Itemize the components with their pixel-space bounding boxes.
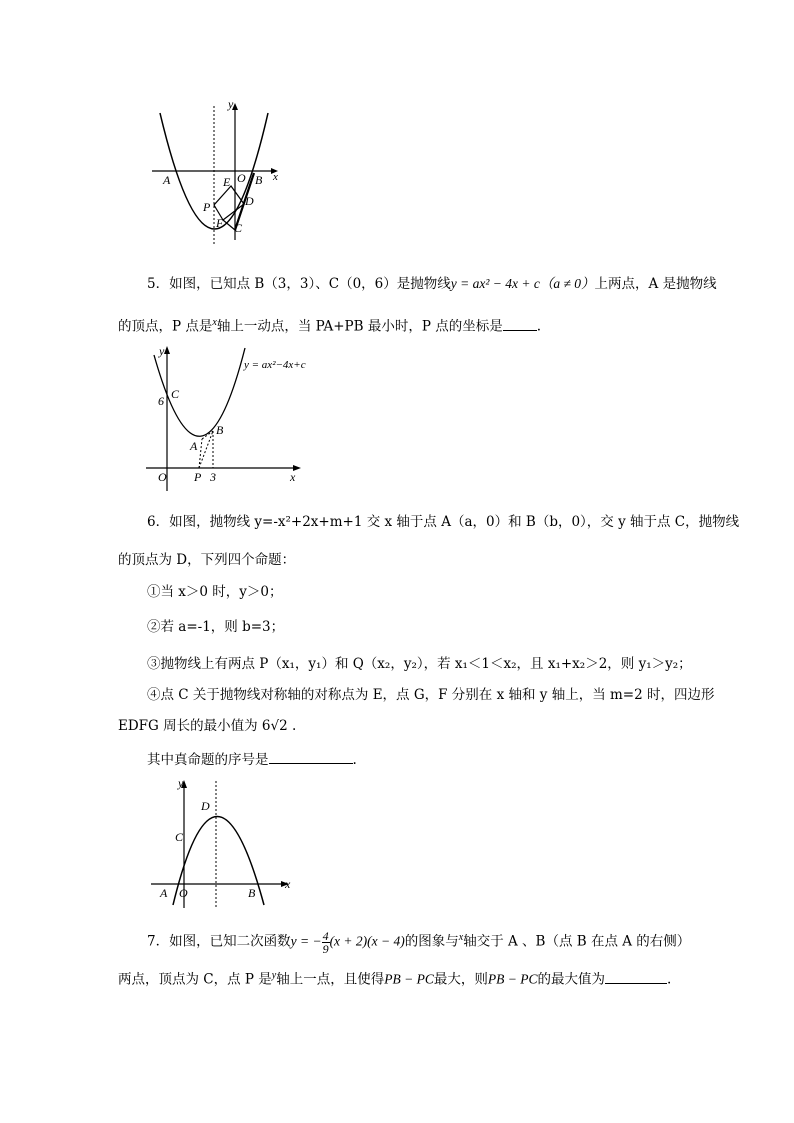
q5-condition: （a ≠ 0） <box>539 276 595 291</box>
label-C: C <box>234 221 243 235</box>
label-x: x <box>273 171 278 183</box>
label-D: D <box>245 194 254 208</box>
q7-answer-blank[interactable] <box>605 969 667 984</box>
label-C: C <box>171 387 180 401</box>
q7-text-e: 轴上一点，且使得 <box>276 971 385 988</box>
figure-1-parabola <box>145 98 285 250</box>
q5-number: 5． <box>147 276 170 292</box>
q5-equation: y = ax² − 4x + c <box>450 276 540 291</box>
parabola-curve <box>154 348 245 436</box>
label-O: O <box>179 886 188 900</box>
q5-answer-blank[interactable] <box>503 316 537 331</box>
label-y: y <box>228 98 234 111</box>
label-B: B <box>255 173 263 187</box>
q7-fraction-num: 4 <box>322 928 329 943</box>
label-y: y <box>178 776 184 790</box>
q7-fraction <box>322 930 330 955</box>
q7-line-2 <box>118 966 671 990</box>
q7-text-b: 的图象与 <box>404 933 459 950</box>
q7-y-eq: y = − <box>290 933 322 949</box>
q7-line-1 <box>147 928 690 955</box>
label-B: B <box>248 886 256 900</box>
label-eq: y = ax²−4x+c <box>244 359 306 371</box>
q6-prop-4-a <box>147 685 714 705</box>
q7-fraction-den: 9 <box>322 941 329 956</box>
q6-prop-1-text: ①当 x＞0 时，y＞0； <box>147 584 283 600</box>
q6-prop-4-b <box>118 716 296 736</box>
q7-x-axis: x <box>458 932 464 943</box>
label-x: x <box>285 877 291 891</box>
q6-question-end: . <box>352 752 357 768</box>
q5-line-2 <box>118 313 541 337</box>
q7-pb-pc-2: PB − PC <box>487 971 538 987</box>
label-3: 3 <box>210 470 216 484</box>
label-B: B <box>216 423 224 437</box>
q7-y-axis: y <box>271 970 277 981</box>
q7-end: . <box>666 971 672 988</box>
q7-text-g: 的最大值为 <box>537 971 605 988</box>
q7-text-c: 轴交于 A 、B（点 B 在点 A 的右侧） <box>463 933 691 950</box>
q6-prop-2-text: ②若 a=-1，则 b=3； <box>147 619 285 635</box>
q7-text-d: 两点，顶点为 C，点 P 是 <box>118 971 272 988</box>
q5-text-b: 上两点，A 是抛物线 <box>594 276 717 292</box>
label-y: y <box>159 344 165 358</box>
label-x: x <box>290 470 296 484</box>
label-A: A <box>190 439 198 453</box>
label-P: P <box>203 200 211 214</box>
q6-text-1: 如图，抛物线 y=-x²+2x+m+1 交 x 轴于点 A（a，0）和 B（b，0），交 y 轴于点 C，抛物线 <box>169 514 740 530</box>
label-P: P <box>194 470 202 484</box>
q6-number: 6． <box>147 514 170 530</box>
label-O: O <box>158 470 167 484</box>
q5-end: . <box>536 318 541 335</box>
q7-text-f: 最大，则 <box>433 971 488 988</box>
figure-2-parabola <box>146 343 316 493</box>
label-C: C <box>175 830 184 844</box>
q7-number: 7． <box>147 933 170 950</box>
q5-line-1 <box>147 274 717 294</box>
q6-prop-2 <box>147 617 284 637</box>
label-D: D <box>201 799 210 813</box>
q7-text-a: 如图，已知二次函数 <box>169 933 291 950</box>
label-A: A <box>160 886 168 900</box>
q6-question-text: 其中真命题的序号是 <box>147 752 269 768</box>
q7-pb-pc-1: PB − PC <box>384 971 434 987</box>
q5-text-c: 的顶点，P 点是 <box>118 318 213 335</box>
q6-prop-4-text-a: ④点 C 关于抛物线对称轴的对称点为 E，点 G，F 分别在 x 轴和 y 轴上，当 m=2 时，四边形 <box>147 687 715 703</box>
q5-text-a: 如图，已知点 B（3，3）、C（0，6）是抛物线 <box>169 276 451 292</box>
q6-line-1 <box>147 512 739 532</box>
q7-factors: (x + 2)(x − 4) <box>329 933 405 949</box>
label-A: A <box>163 173 171 187</box>
q6-prop-3-text: ③抛物线上有两点 P（x₁，y₁）和 Q（x₂，y₂），若 x₁＜1＜x₂，且 x₁+x₂＞2，则 y₁＞y₂； <box>147 656 692 672</box>
q6-prop-4-text-b: EDFG 周长的最小值为 6√2 . <box>118 718 297 734</box>
q6-prop-1 <box>147 582 283 602</box>
q6-question <box>147 749 357 770</box>
label-F: F <box>216 216 224 230</box>
q6-text-2: 的顶点为 D，下列四个命题： <box>118 552 296 568</box>
label-O: O <box>237 171 246 185</box>
label-E: E <box>223 175 231 189</box>
q5-x-axis: x <box>212 317 217 328</box>
q6-prop-3 <box>147 654 692 674</box>
label-6: 6 <box>158 394 164 408</box>
q5-text-d: 轴上一动点，当 PA+PB 最小时，P 点的坐标是 <box>216 318 503 335</box>
figure-3-parabola <box>146 775 296 910</box>
q6-answer-blank[interactable] <box>269 749 353 764</box>
q6-line-2 <box>118 550 295 570</box>
